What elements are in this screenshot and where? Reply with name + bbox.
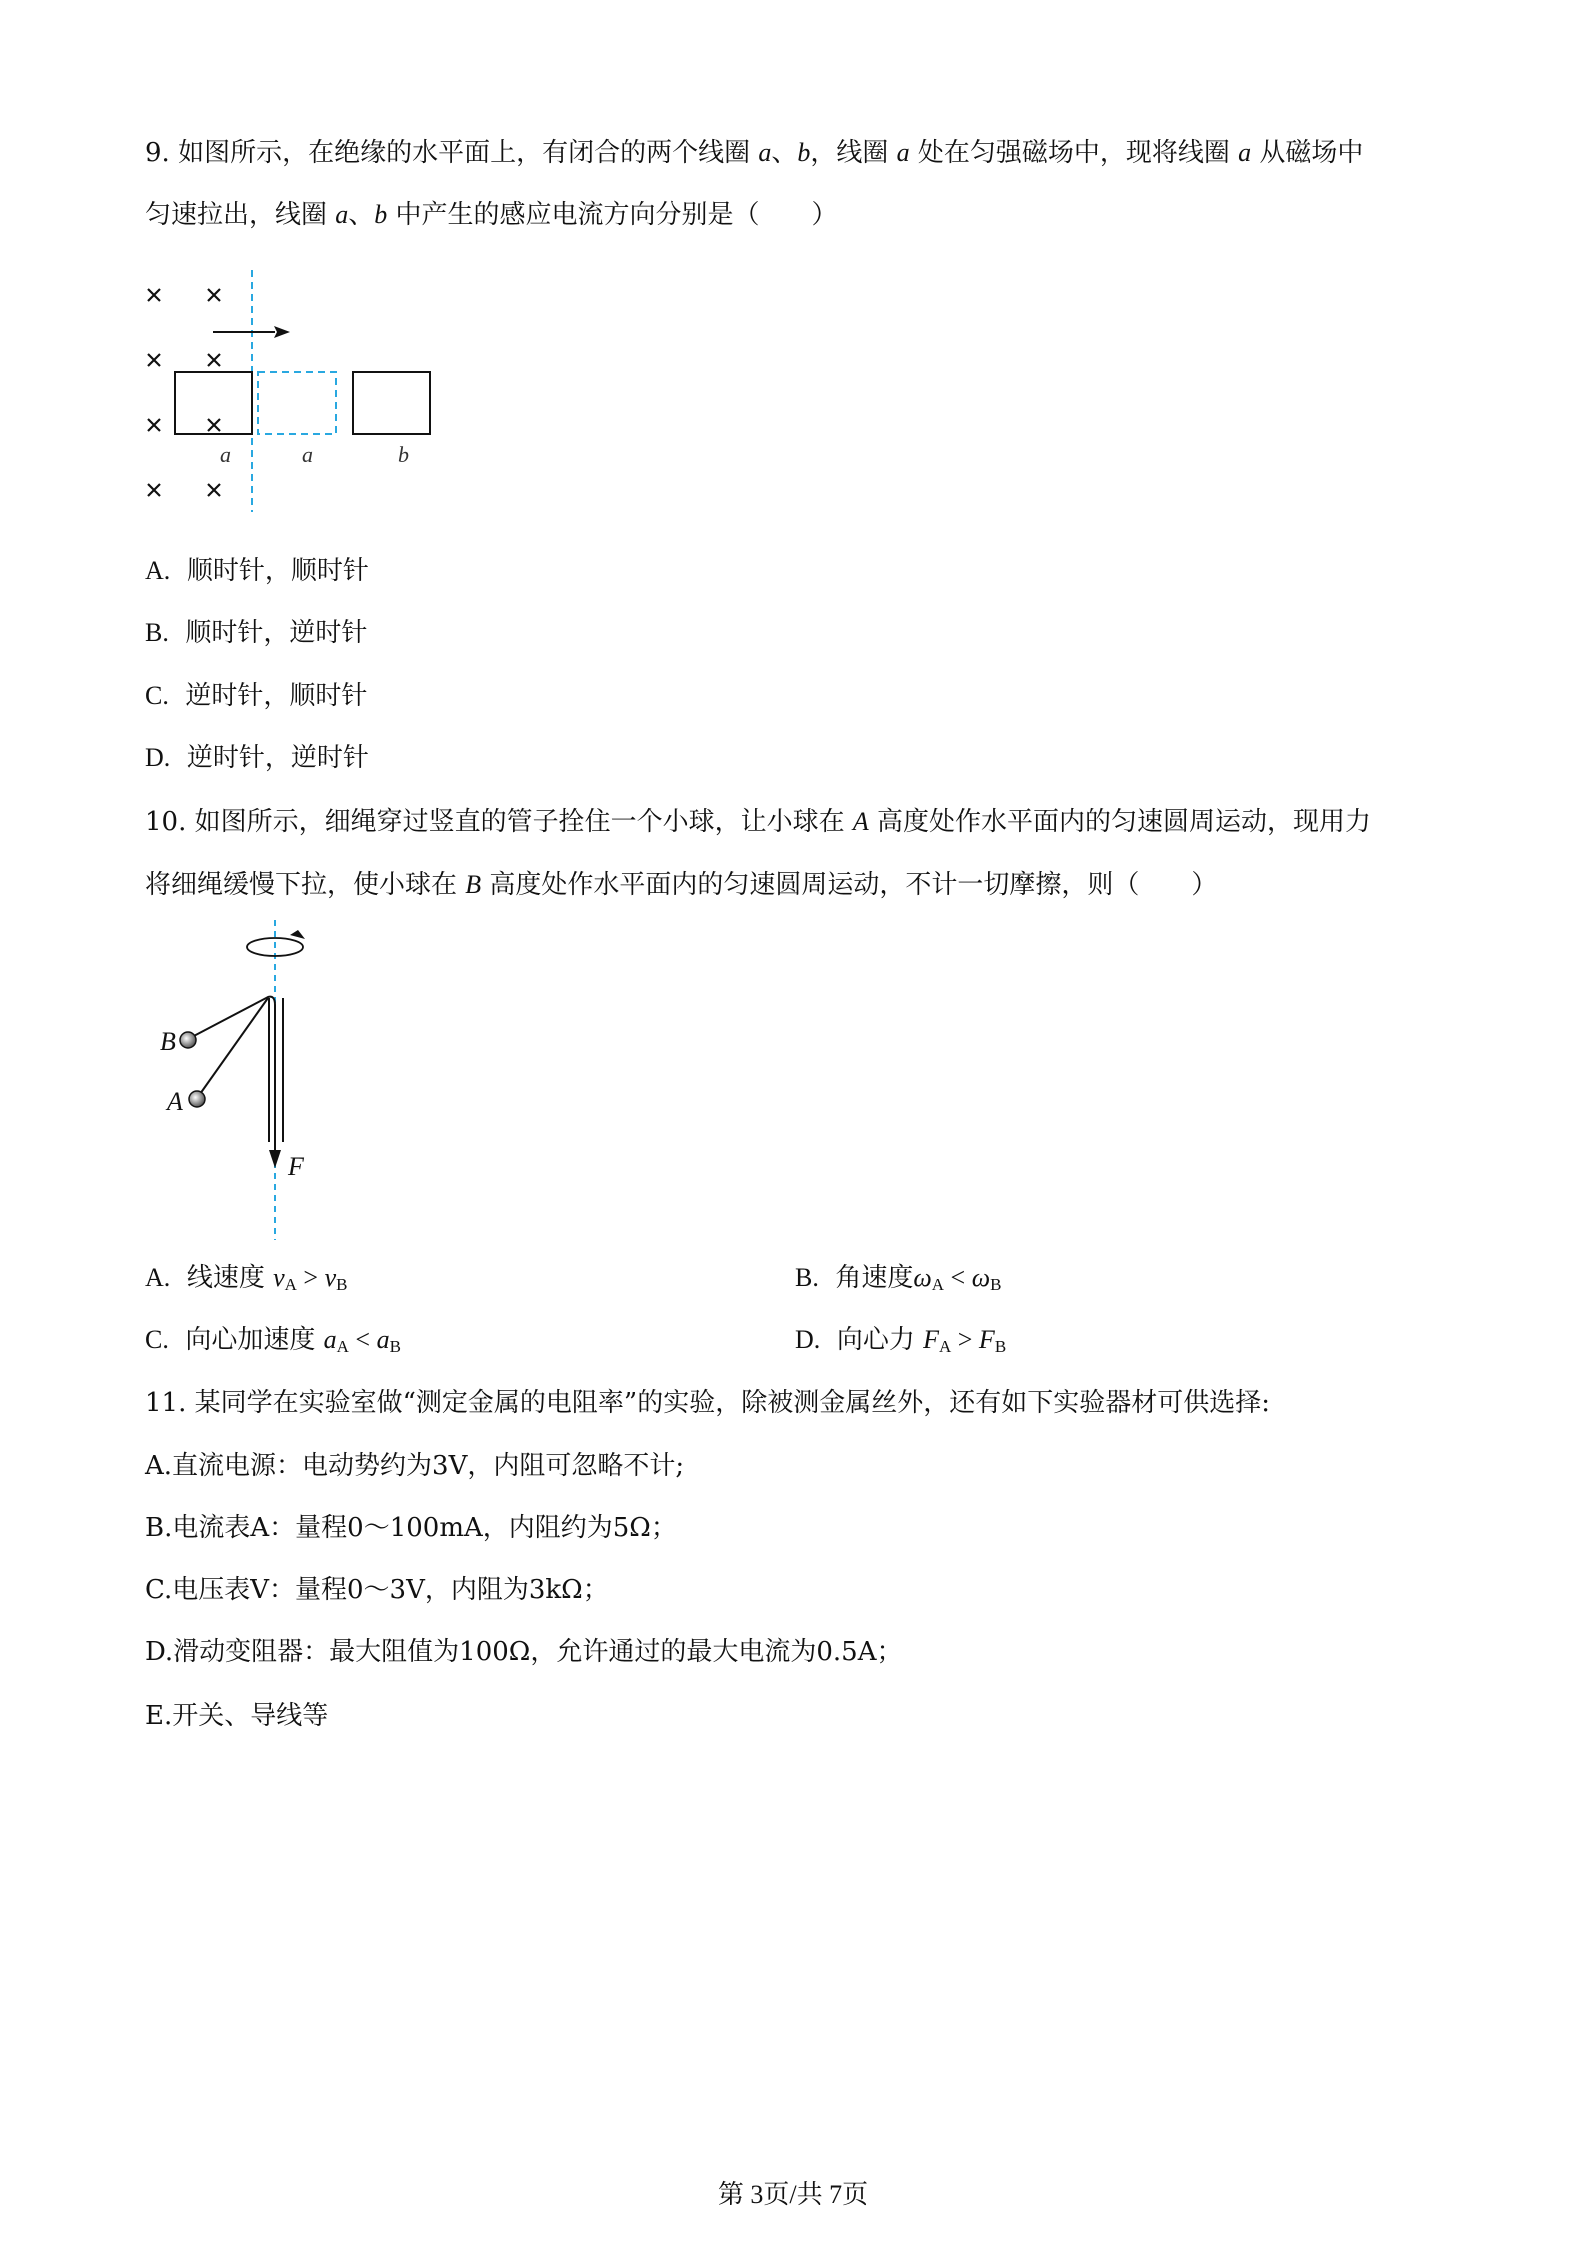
string-to-b [190, 997, 275, 1150]
magnetic-field-cross-icons [148, 289, 220, 496]
q10-option-a[interactable]: A. 线速度 $v_A > v_B$ [145, 1263, 348, 1294]
q11-item-e: E.开关、导线等 [145, 1701, 329, 1731]
q9-option-c[interactable]: C. 逆时针，顺时针 [145, 681, 368, 711]
q9-option-d[interactable]: D. 逆时针，逆时针 [145, 743, 369, 773]
q11-item-a: A.直流电源：电动势约为3V，内阻可忽略不计; [145, 1451, 685, 1481]
rotation-arrow-head-icon [290, 930, 305, 939]
string-to-a [200, 998, 268, 1094]
q11-item-d: D.滑动变阻器：最大阻值为100Ω，允许通过的最大电流为0.5A； [145, 1637, 903, 1667]
q10-option-c[interactable]: C. 向心加速度 $a_A < a_B$ [145, 1325, 401, 1356]
q10-option-d[interactable]: D. 向心力 $F_A > F_B$ [795, 1325, 1007, 1356]
svg-text:a: a [302, 442, 313, 467]
ball-a-icon [189, 1091, 205, 1107]
ball-b-icon [180, 1032, 196, 1048]
q9-option-a[interactable]: A. 顺时针，顺时针 [145, 556, 369, 586]
arrow-head-icon [274, 326, 290, 338]
svg-text:b: b [398, 442, 409, 467]
force-arrow-head-icon [269, 1150, 281, 1168]
coil-a-moved [258, 372, 336, 434]
q11-item-c: C.电压表V：量程0～3V，内阻为3kΩ； [145, 1575, 609, 1605]
q10-pendulum-diagram [140, 920, 340, 1240]
svg-text:B: B [160, 1027, 176, 1056]
svg-text:F: F [288, 1152, 304, 1181]
svg-text:a: a [220, 442, 231, 467]
q9-option-b[interactable]: B. 顺时针，逆时针 [145, 618, 368, 648]
q9-stem-line2: 匀速拉出，线圈 a、b 中产生的感应电流方向分别是（ ） [145, 200, 838, 230]
coil-b [353, 372, 430, 434]
q10-stem-line1: 10. 如图所示，细绳穿过竖直的管子拴住一个小球，让小球在 A 高度处作水平面内的匀速圆周运动，现用力 [145, 807, 1372, 837]
svg-text:A: A [167, 1087, 183, 1116]
page-number: 第 3页/共 7页 [717, 2180, 869, 2209]
q11-item-b: B.电流表A：量程0～100mA，内阻约为5Ω； [145, 1513, 677, 1543]
q9-stem-line1: 9. 如图所示，在绝缘的水平面上，有闭合的两个线圈 a、b，线圈 a 处在匀强磁场中，现将线圈 a 从磁场中 [145, 138, 1364, 168]
q11-stem: 11. 某同学在实验室做“测定金属的电阻率”的实验，除被测金属丝外，还有如下实验器材可供选择: [145, 1388, 1270, 1418]
q10-option-b[interactable]: B. 角速度$\omega_A < \omega_B$ [795, 1263, 1002, 1294]
q9-coil-diagram [140, 262, 440, 514]
q10-stem-line2: 将细绳缓慢下拉，使小球在 B 高度处作水平面内的匀速圆周运动，不计一切摩擦，则（ ） [145, 870, 1218, 900]
